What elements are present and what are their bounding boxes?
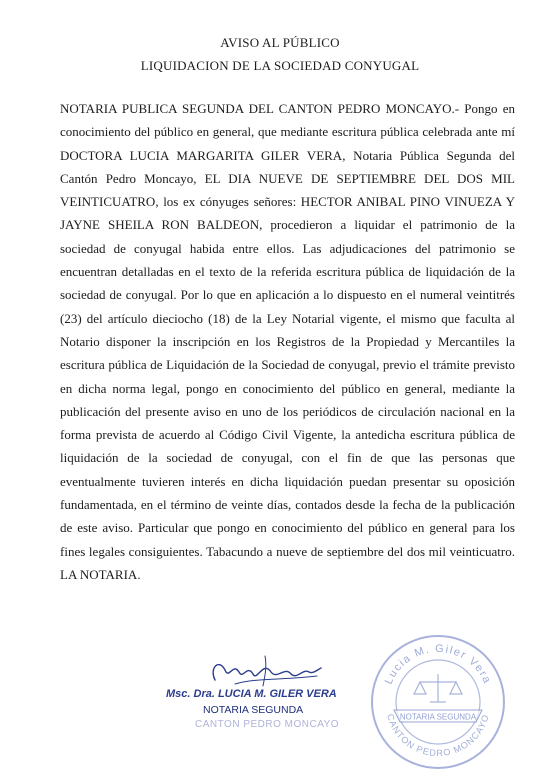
signatory-title: NOTARIA SEGUNDA [203,704,304,716]
signatory-subtitle: CANTON PEDRO MONCAYO [195,719,340,730]
notice-body: NOTARIA PUBLICA SEGUNDA DEL CANTON PEDRO MONCAYO.- Pongo en conocimiento del público en general, que mediante escritura pública celebrada ante mí DOCTORA LUCIA MARGARITA GILER VERA, Notaria Pública Segunda del Cantón Pedro Moncayo, EL DIA NUEVE DE SEPTIEMBRE DEL DOS MIL VEINTICUATRO, los ex cónyuges señores: HECTOR ANIBAL PINO VINUEZA Y JAYNE SHEILA RON BALDEON, procedieron a liquidar el patrimonio de la sociedad de conyugal habida entre ellos. Las adjudicaciones del patrimonio se encuentran detalladas en el texto de la referida escritura pública de liquidación de la sociedad de conyugal. Por lo que en aplicación a lo dispuesto en el numeral veintitrés (23) del artículo dieciocho (18) de la Ley Notarial vigente, el mismo que faculta al Notario disponer la inscripción en los Registros de la Propiedad y Mercantiles la escritura pública de Liquidación de la Sociedad de conyugal, previo el trámite previsto en dicha norma legal, pongo en conocimiento del público en general, mediante la publicación del presente aviso en uno de los periódicos de circulación nacional en la forma prevista de acuerdo al Código Civil Vigente, la antedicha escritura pública de liquidación de la sociedad de conyugal, con el fin de que las personas que eventualmente tuvieren interés en dicha liquidación puedan presentar su oposición fundamentada, en el término de veinte días, contados desde la fecha de la publicación de este aviso. Particular que pongo en conocimiento del público en general para los fines legales consiguientes. Tabacundo a nueve de septiembre del dos mil veinticuatro. LA NOTARIA. [60,101,515,582]
seal-band-text: NOTARIA SEGUNDA [399,712,477,722]
seal-bottom-text: CANTON PEDRO MONCAYO [385,712,491,759]
seal-top-text: Lucia M. Giler Vera [382,642,494,687]
notice-subtitle: LIQUIDACION DE LA SOCIEDAD CONYUGAL [140,58,420,73]
seal-scales-emblem [414,674,462,702]
handwritten-signature [205,650,325,692]
notary-seal-stamp [368,632,508,772]
signatory-name: Msc. Dra. LUCIA M. GILER VERA [166,688,337,700]
notice-title: AVISO AL PÚBLICO [220,35,340,50]
